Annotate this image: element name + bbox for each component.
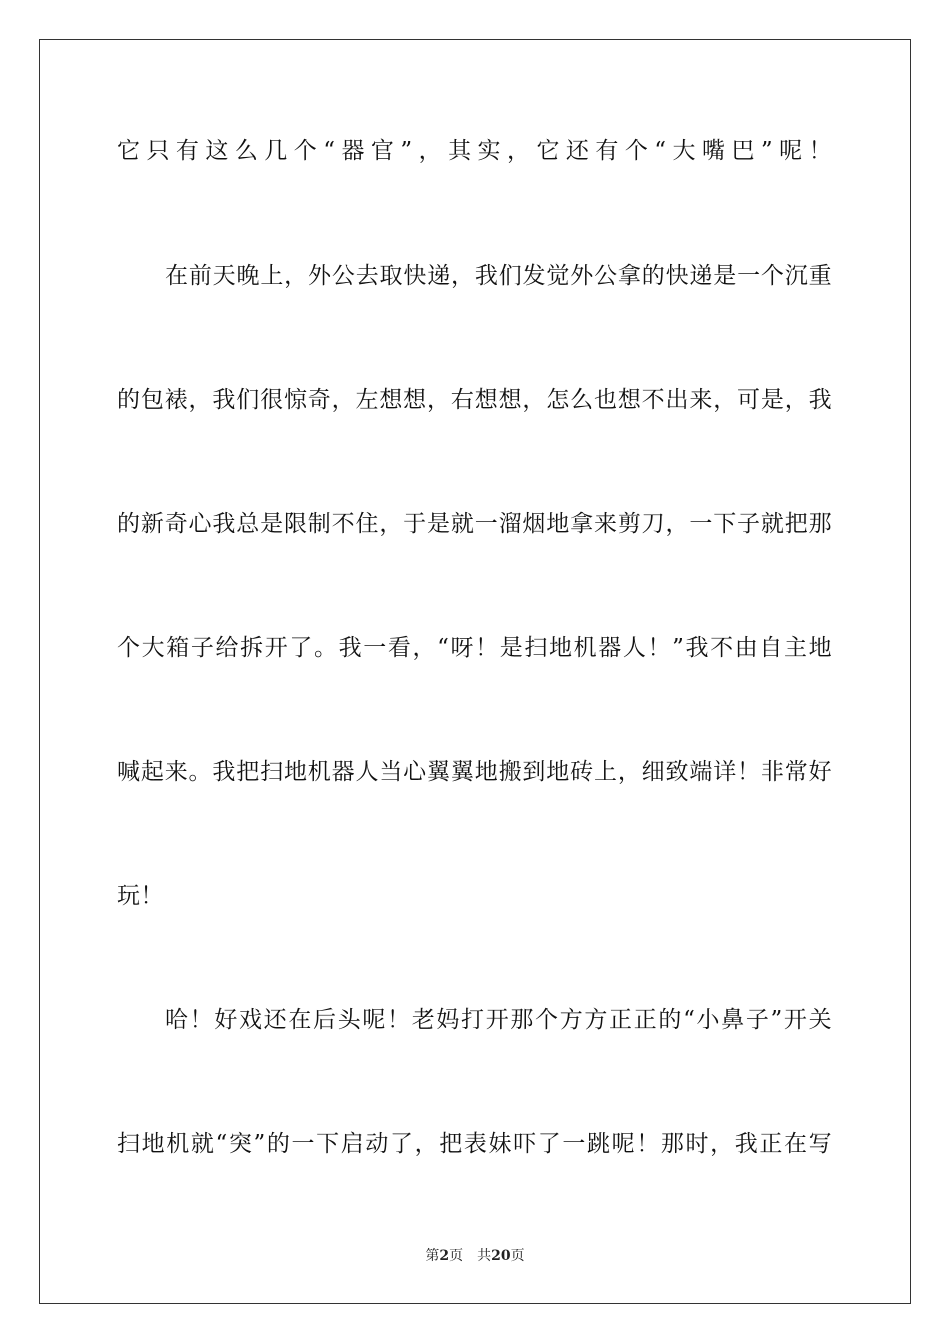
page-suffix: 页 [449,1248,464,1264]
text-line-7: 玩！ [117,883,164,909]
text-line-3: 的包裱，我们很惊奇，左想想，右想想，怎么也想不出来，可是，我 [117,387,832,413]
total-pages: 20 [491,1248,511,1264]
page-number: 2 [439,1248,450,1264]
page-frame [39,39,911,1304]
text-line-8: 哈！好戏还在后头呢！老妈打开那个方方正正的“小鼻子”开关 [165,1007,832,1033]
text-line-4: 的新奇心我总是限制不住，于是就一溜烟地拿来剪刀，一下子就把那 [117,511,832,537]
total-prefix: 共 [477,1248,492,1264]
text-line-2: 在前天晚上，外公去取快递，我们发觉外公拿的快递是一个沉重 [165,263,832,289]
page-prefix: 第 [425,1248,440,1264]
text-line-6: 喊起来。我把扫地机器人当心翼翼地搬到地砖上，细致端详！非常好 [117,759,832,785]
text-line-5: 个大箱子给拆开了。我一看，“呀！是扫地机器人！”我不由自主地 [117,635,832,661]
text-line-1: 它只有这么几个“器官”，其实，它还有个“大嘴巴”呢！ [117,138,832,164]
total-suffix: 页 [510,1248,525,1264]
text-line-9: 扫地机就“突”的一下启动了，把表妹吓了一跳呢！那时，我正在写 [117,1131,832,1157]
page-footer [0,1247,950,1265]
